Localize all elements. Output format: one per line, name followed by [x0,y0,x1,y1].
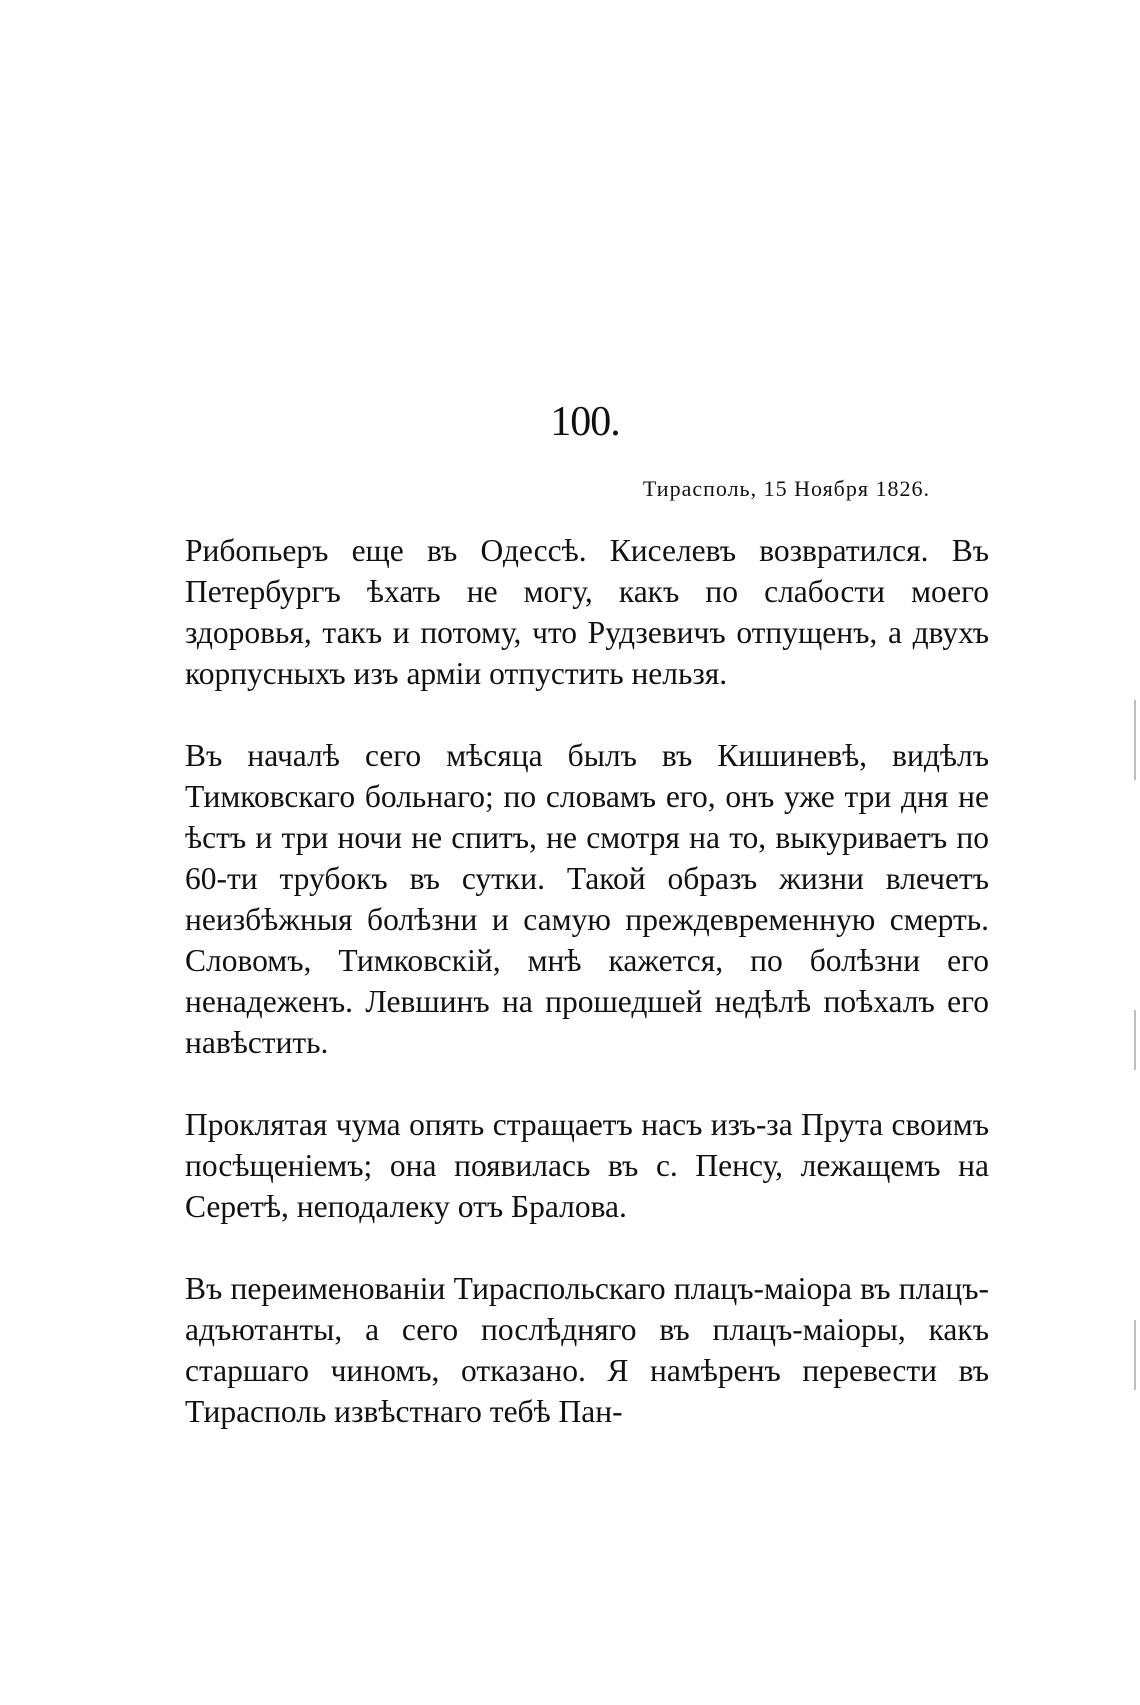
scan-edge-mark [1134,1320,1136,1390]
letter-number: 100. [550,399,620,445]
paragraph: Проклятая чума опять стращаетъ насъ изъ-за Прута своимъ посѣщеніемъ; она появилась въ с. Пенсу, лежащемъ на Серетѣ, неподалеку отъ Бралова. [185,1107,989,1224]
paragraph: Въ переименованіи Тираспольскаго плацъ-маіора въ плацъ-адъютанты, а сего послѣдняго въ плацъ-маіоры, какъ старшаго чиномъ, отказано. Я намѣренъ перевести въ Тирасполь извѣстнаго тебѣ Пан- [185,1271,989,1429]
letter-body [185,530,989,1473]
paragraph: Въ началѣ сего мѣсяца былъ въ Кишиневѣ, видѣлъ Тимковскаго больнаго; по словамъ его, онъ уже три дня не ѣстъ и три ночи не спитъ, не смотря на то, выкуриваетъ по 60-ти трубокъ въ сутки. Такой образъ жизни влечетъ неизбѣжныя болѣзни и самую преждевременную смерть. Словомъ, Тимковскій, мнѣ кажется, по болѣзни его ненадеженъ. Левшинъ на прошедшей недѣлѣ поѣхалъ его навѣстить. [185,738,989,1060]
scan-edge-mark [1134,700,1136,780]
paragraph: Рибопьеръ еще въ Одессѣ. Киселевъ возвратился. Въ Петербургъ ѣхать не могу, какъ по слабости моего здоровья, такъ и потому, что Рудзевичъ отпущенъ, а двухъ корпусныхъ изъ арміи отпустить нельзя. [185,533,989,691]
dateline: Тирасполь, 15 Ноября 1826. [642,476,930,501]
scan-edge-mark [1134,1010,1136,1070]
